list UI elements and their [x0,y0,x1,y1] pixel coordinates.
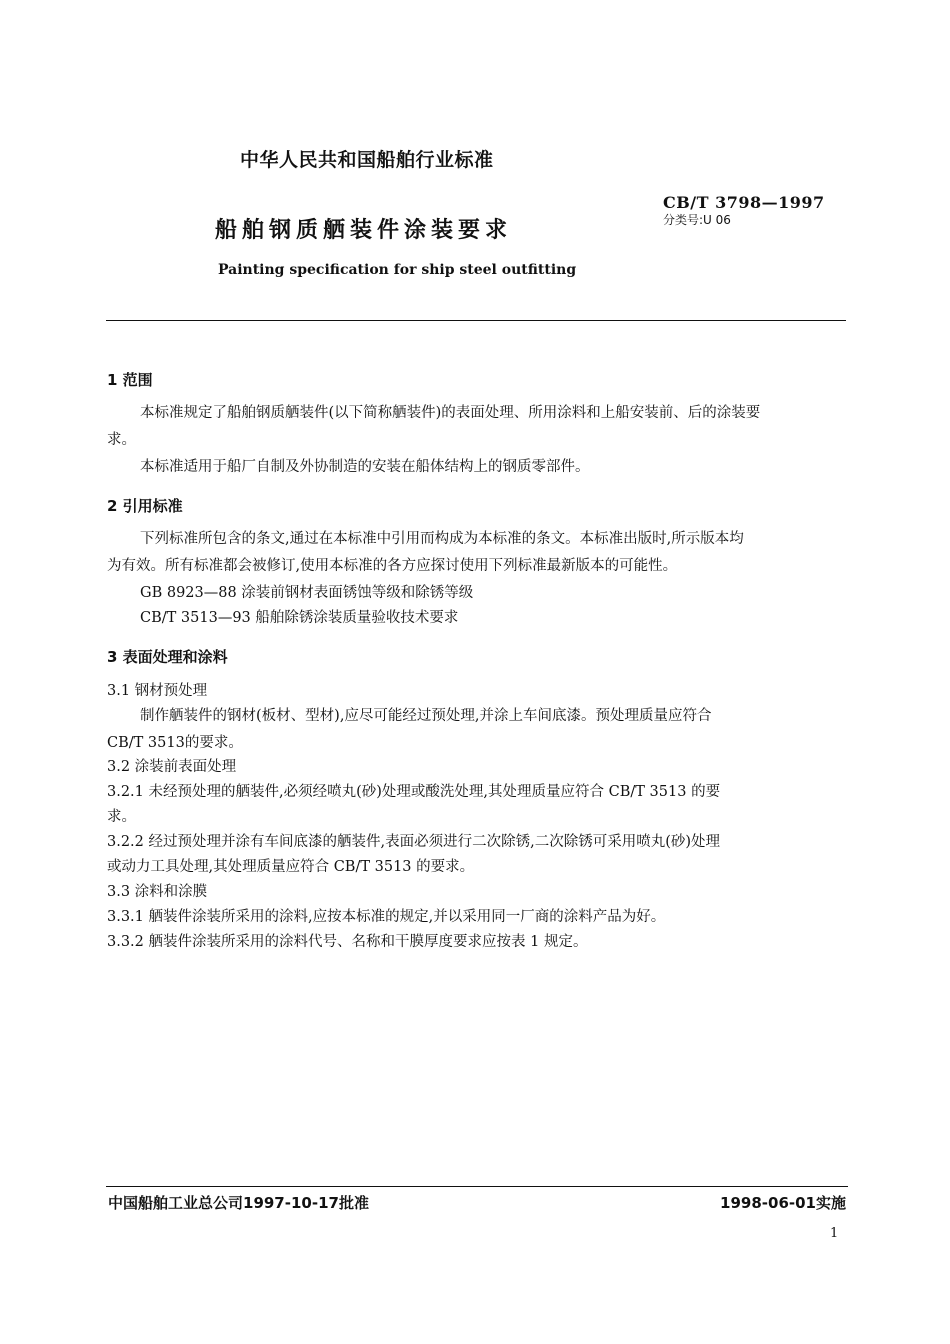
section-2-paragraph-cont: 为有效。所有标准都会被修订,使用本标准的各方应探讨使用下列标准最新版本的可能性。 [107,558,678,574]
clause-3-3-1-text: 3.3.1 舾装件涂装所采用的涂料,应按本标准的规定,并以采用同一厂商的涂料产品为好。 [107,909,666,925]
clause-3-3-2-text: 3.3.2 舾装件涂装所采用的涂料代号、名称和干膜厚度要求应按表 1 规定。 [107,934,588,950]
clause-3-2-2-text-cont: 或动力工具处理,其处理质量应符合 CB/T 3513 的要求。 [107,859,475,875]
approval-date: 中国船舶工业总公司1997-10-17批准 [108,1194,369,1212]
standard-code: CB/T 3798—1997 [663,193,825,212]
issuing-authority-title: 中华人民共和国船舶行业标准 [240,149,494,171]
effective-date: 1998-06-01实施 [720,1194,846,1212]
header-divider [106,320,846,321]
footer-divider [106,1186,848,1187]
section-1-paragraph-2: 本标准适用于船厂自制及外协制造的安装在船体结构上的钢质零部件。 [140,459,590,475]
clause-3-2-2-text: 3.2.2 经过预处理并涂有车间底漆的舾装件,表面必须进行二次除锈,二次除锈可采用喷丸(砂)处理 [107,834,721,850]
section-2-heading: 2 引用标准 [107,497,183,515]
clause-3-3-heading: 3.3 涂料和涂膜 [107,884,208,900]
clause-3-2-1-text: 3.2.1 未经预处理的舾装件,必须经喷丸(砂)处理或酸洗处理,其处理质量应符合 CB/T 3513 的要 [107,784,721,800]
section-2-paragraph: 下列标准所包含的条文,通过在本标准中引用而构成为本标准的条文。本标准出版时,所示版本均 [140,531,744,547]
page-number: 1 [830,1226,839,1241]
section-3-heading: 3 表面处理和涂料 [107,648,228,666]
reference-cbt-3513: CB/T 3513—93 船舶除锈涂装质量验收技术要求 [140,610,459,626]
section-1-heading: 1 范围 [107,371,153,389]
clause-3-1-text: 制作舾装件的钢材(板材、型材),应尽可能经过预处理,并涂上车间底漆。预处理质量应符合 [140,708,712,724]
section-1-paragraph-1-cont: 求。 [107,432,136,448]
section-1-paragraph-1: 本标准规定了船舶钢质舾装件(以下简称舾装件)的表面处理、所用涂料和上船安装前、后的涂装要 [140,405,761,421]
document-title-en: Painting specification for ship steel outfitting [218,262,577,278]
clause-3-1-heading: 3.1 钢材预处理 [107,683,208,699]
clause-3-2-heading: 3.2 涂装前表面处理 [107,759,237,775]
classification-number: 分类号:U 06 [663,213,731,227]
clause-3-1-text-cont: CB/T 3513的要求。 [107,735,243,751]
reference-gb-8923: GB 8923—88 涂装前钢材表面锈蚀等级和除锈等级 [140,585,474,601]
clause-3-2-1-text-cont: 求。 [107,809,136,825]
document-title-cn: 船舶钢质舾装件涂装要求 [215,218,513,243]
